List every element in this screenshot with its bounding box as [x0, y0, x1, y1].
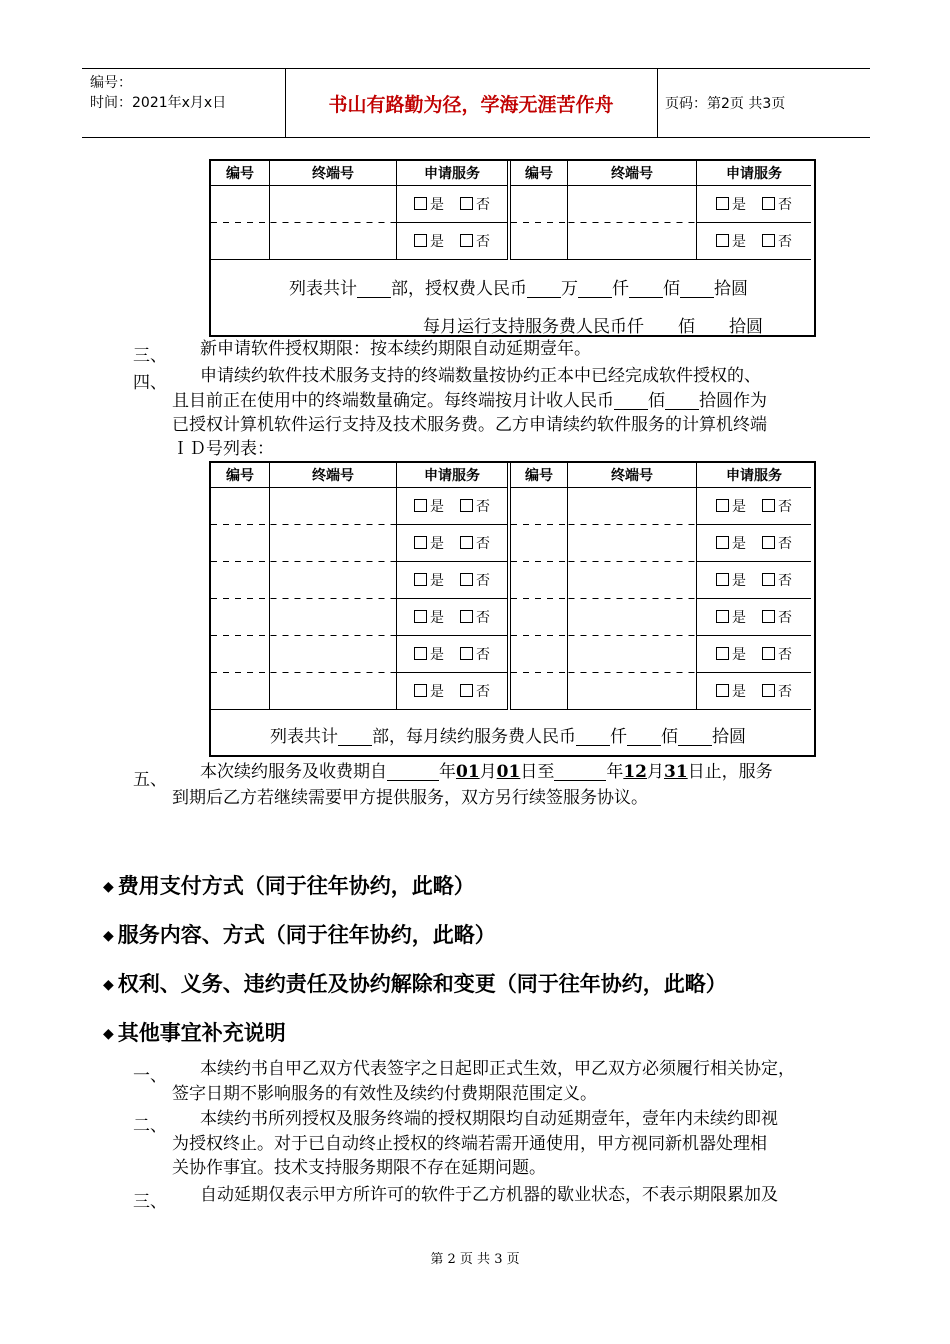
header-divider [657, 69, 658, 137]
blank-field[interactable] [627, 727, 661, 746]
col-header: 申请服务 [697, 161, 812, 186]
checkbox[interactable] [414, 197, 427, 210]
col-header: 编号 [211, 161, 270, 186]
terminal-no-cell[interactable] [270, 186, 397, 223]
checkbox[interactable] [460, 647, 473, 660]
terminal-id-cell[interactable] [509, 562, 568, 599]
service-choice [697, 562, 812, 599]
blank-field[interactable] [387, 762, 439, 781]
diamond-bullet-icon: ◆ [103, 1026, 114, 1042]
blank-field[interactable] [644, 317, 678, 336]
yes-option[interactable]: 是 [414, 234, 444, 250]
checkbox[interactable] [414, 499, 427, 512]
blank-field[interactable] [554, 762, 606, 781]
diamond-bullet-icon: ◆ [103, 928, 114, 944]
terminal-no-cell[interactable] [270, 223, 397, 260]
col-header: 申请服务 [397, 463, 510, 488]
no-option[interactable]: 否 [762, 234, 792, 250]
start-month[interactable]: 01 [456, 762, 480, 782]
no-option[interactable]: 否 [762, 536, 792, 552]
yes-option[interactable]: 是 [414, 684, 444, 700]
terminal-no-cell[interactable] [568, 562, 697, 599]
other-item2-line2: 为授权终止。对于已自动终止授权的终端若需开通使用，甲方视同新机器处理相 [172, 1134, 767, 1154]
table1-summary-line-1: 列表共计 部，授权费人民币 万 仟 佰 拾圆 [289, 279, 748, 299]
terminal-id-cell[interactable] [211, 488, 270, 525]
blank-field[interactable] [338, 727, 372, 746]
table2-summary-line: 列表共计 部，每月续约服务费人民币 仟 佰 拾圆 [270, 727, 746, 747]
yes-option[interactable]: 是 [716, 573, 746, 589]
table-row [211, 673, 811, 710]
service-choice [397, 562, 510, 599]
heading-other: ◆ 其他事宜补充说明 [103, 1021, 286, 1045]
blank-field[interactable] [680, 279, 714, 298]
terminal-id-cell[interactable] [211, 636, 270, 673]
checkbox[interactable] [716, 647, 729, 660]
col-header: 终端号 [270, 463, 397, 488]
checkbox[interactable] [460, 197, 473, 210]
table-row [211, 488, 811, 525]
checkbox[interactable] [414, 573, 427, 586]
checkbox[interactable] [762, 499, 775, 512]
yes-option[interactable]: 是 [414, 647, 444, 663]
page-footer: 第 2 页 共 3 页 [430, 1252, 520, 1267]
header-meta [90, 73, 226, 113]
other-item3-line1: 自动延期仅表示甲方所许可的软件于乙方机器的歇业状态，不表示期限累加及 [200, 1185, 778, 1205]
checkbox[interactable] [762, 536, 775, 549]
section4-line2: 且目前正在使用中的终端数量确定。每终端按月计收人民币 佰 拾圆作为 [172, 391, 767, 411]
no-option[interactable]: 否 [762, 610, 792, 626]
terminal-table-2 [211, 463, 811, 710]
heading-payment: ◆ 费用支付方式（同于往年协约，此略） [103, 874, 475, 898]
col-header: 终端号 [568, 463, 697, 488]
service-choice [697, 636, 812, 673]
checkbox[interactable] [460, 499, 473, 512]
diamond-bullet-icon: ◆ [103, 879, 114, 895]
col-header: 编号 [509, 161, 568, 186]
terminal-id-cell[interactable] [509, 673, 568, 710]
terminal-id-cell[interactable] [509, 599, 568, 636]
checkbox[interactable] [716, 573, 729, 586]
yes-option[interactable]: 是 [716, 610, 746, 626]
service-choice [397, 525, 510, 562]
checkbox[interactable] [414, 647, 427, 660]
other-item2-line1: 本续约书所列授权及服务终端的授权期限均自动延期壹年，壹年内未续约即视 [200, 1109, 778, 1129]
no-option[interactable]: 否 [460, 197, 490, 213]
terminal-id-cell[interactable] [509, 223, 568, 260]
doc-number-label: 编号： [90, 75, 132, 91]
checkbox[interactable] [716, 499, 729, 512]
terminal-table-1 [211, 161, 811, 260]
other-item1-line1: 本续约书自甲乙双方代表签字之日起即正式生效，甲乙双方必须履行相关协定， [200, 1059, 795, 1079]
service-choice [397, 186, 510, 223]
col-header: 申请服务 [697, 463, 812, 488]
table1-summary-line-2: 每月运行支持服务费人民币仟 佰 拾圆 [423, 317, 763, 337]
terminal-no-cell[interactable] [270, 562, 397, 599]
checkbox[interactable] [762, 647, 775, 660]
checkbox[interactable] [762, 234, 775, 247]
item-number: 二、 [133, 1116, 167, 1136]
yes-option[interactable]: 是 [716, 499, 746, 515]
blank-field[interactable] [614, 391, 648, 410]
terminal-no-cell[interactable] [270, 673, 397, 710]
col-header: 编号 [211, 463, 270, 488]
yes-option[interactable]: 是 [414, 536, 444, 552]
yes-option[interactable]: 是 [716, 234, 746, 250]
checkbox[interactable] [460, 573, 473, 586]
terminal-id-cell[interactable] [211, 223, 270, 260]
terminal-id-cell[interactable] [211, 186, 270, 223]
no-option[interactable]: 否 [460, 684, 490, 700]
other-item1-line2: 签字日期不影响服务的有效性及续约付费期限范围定义。 [172, 1084, 597, 1104]
no-option[interactable]: 否 [460, 499, 490, 515]
table-row [211, 636, 811, 673]
checkbox[interactable] [460, 234, 473, 247]
section4-line3: 已授权计算机软件运行支持及技术服务费。乙方申请续约软件服务的计算机终端 [172, 415, 767, 435]
no-option[interactable]: 否 [460, 647, 490, 663]
section-number: 四、 [133, 373, 167, 393]
checkbox[interactable] [762, 610, 775, 623]
col-header: 终端号 [568, 161, 697, 186]
checkbox[interactable] [414, 536, 427, 549]
header-motto: 书山有路勤为径，学海无涯苦作舟 [328, 93, 614, 116]
terminal-id-cell[interactable] [509, 636, 568, 673]
page-header [82, 68, 870, 138]
service-choice [697, 525, 812, 562]
header-page-number: 页码：第2页 共3页 [665, 96, 786, 112]
heading-rights: ◆ 权利、义务、违约责任及协约解除和变更（同于往年协约，此略） [103, 972, 727, 996]
table-header-row [211, 463, 811, 488]
terminal-no-cell[interactable] [568, 599, 697, 636]
table-row [211, 186, 811, 223]
terminal-id-cell[interactable] [509, 186, 568, 223]
blank-field[interactable] [678, 727, 712, 746]
terminal-id-cell[interactable] [211, 562, 270, 599]
terminal-no-cell[interactable] [568, 636, 697, 673]
no-option[interactable]: 否 [762, 647, 792, 663]
no-option[interactable]: 否 [762, 499, 792, 515]
checkbox[interactable] [762, 684, 775, 697]
col-header: 编号 [509, 463, 568, 488]
yes-option[interactable]: 是 [414, 573, 444, 589]
service-choice [697, 488, 812, 525]
checkbox[interactable] [716, 197, 729, 210]
item-number: 一、 [133, 1066, 167, 1086]
start-day[interactable]: 01 [496, 762, 521, 782]
terminal-id-cell[interactable] [509, 488, 568, 525]
service-choice [697, 673, 812, 710]
service-choice [397, 673, 510, 710]
col-header: 终端号 [270, 161, 397, 186]
checkbox[interactable] [414, 684, 427, 697]
checkbox[interactable] [716, 234, 729, 247]
col-header: 申请服务 [397, 161, 510, 186]
yes-option[interactable]: 是 [414, 499, 444, 515]
other-item2-line3: 关协作事宜。技术支持服务期限不存在延期问题。 [172, 1158, 546, 1178]
blank-field[interactable] [629, 279, 663, 298]
checkbox[interactable] [716, 536, 729, 549]
section4-line1: 申请续约软件技术服务支持的终端数量按协约正本中已经完成软件授权的、 [200, 366, 761, 386]
terminal-no-cell[interactable] [270, 636, 397, 673]
no-option[interactable]: 否 [762, 573, 792, 589]
terminal-no-cell[interactable] [568, 186, 697, 223]
section5-line1: 本次续约服务及收费期自 年01月01日至 年12月31日止，服务 [200, 762, 773, 782]
service-choice [697, 186, 812, 223]
terminal-id-cell[interactable] [509, 525, 568, 562]
blank-field[interactable] [527, 279, 561, 298]
service-choice [397, 223, 510, 260]
section3-text: 新申请软件授权期限：按本续约期限自动延期壹年。 [200, 339, 591, 359]
table-row [211, 599, 811, 636]
blank-field[interactable] [576, 727, 610, 746]
end-day[interactable]: 31 [664, 762, 688, 782]
section-number: 五、 [133, 770, 167, 790]
yes-option[interactable]: 是 [414, 197, 444, 213]
blank-field[interactable] [357, 279, 391, 298]
end-month[interactable]: 12 [623, 762, 648, 782]
checkbox[interactable] [716, 684, 729, 697]
blank-field[interactable] [665, 391, 699, 410]
section4-line4: ＩＤ号列表： [172, 439, 274, 459]
table-row [211, 223, 811, 260]
service-choice [697, 223, 812, 260]
checkbox[interactable] [414, 234, 427, 247]
table-row [211, 562, 811, 599]
terminal-no-cell[interactable] [568, 525, 697, 562]
blank-field[interactable] [578, 279, 612, 298]
blank-field[interactable] [695, 317, 729, 336]
checkbox[interactable] [716, 610, 729, 623]
service-choice [697, 599, 812, 636]
terminal-no-cell[interactable] [270, 525, 397, 562]
checkbox[interactable] [414, 610, 427, 623]
checkbox[interactable] [460, 536, 473, 549]
no-option[interactable]: 否 [460, 573, 490, 589]
checkbox[interactable] [460, 684, 473, 697]
service-choice [397, 599, 510, 636]
no-option[interactable]: 否 [460, 610, 490, 626]
no-option[interactable]: 否 [460, 536, 490, 552]
item-number: 三、 [133, 1192, 167, 1212]
no-option[interactable]: 否 [460, 234, 490, 250]
yes-option[interactable]: 是 [716, 647, 746, 663]
yes-option[interactable]: 是 [716, 684, 746, 700]
table-row [211, 525, 811, 562]
terminal-no-cell[interactable] [270, 488, 397, 525]
yes-option[interactable]: 是 [716, 197, 746, 213]
section-number: 三、 [133, 346, 167, 366]
terminal-no-cell[interactable] [270, 599, 397, 636]
yes-option[interactable]: 是 [716, 536, 746, 552]
diamond-bullet-icon: ◆ [103, 977, 114, 993]
service-choice [397, 488, 510, 525]
terminal-id-cell[interactable] [211, 599, 270, 636]
checkbox[interactable] [460, 610, 473, 623]
checkbox[interactable] [762, 573, 775, 586]
checkbox[interactable] [762, 197, 775, 210]
section5-line2: 到期后乙方若继续需要甲方提供服务，双方另行续签服务协议。 [172, 788, 648, 808]
terminal-no-cell[interactable] [568, 673, 697, 710]
terminal-no-cell[interactable] [568, 488, 697, 525]
terminal-id-cell[interactable] [211, 673, 270, 710]
yes-option[interactable]: 是 [414, 610, 444, 626]
service-choice [397, 636, 510, 673]
doc-time-label: 时间：2021年x月x日 [90, 95, 227, 111]
table-header-row [211, 161, 811, 186]
no-option[interactable]: 否 [762, 197, 792, 213]
terminal-id-cell[interactable] [211, 525, 270, 562]
heading-service-content: ◆ 服务内容、方式（同于往年协约，此略） [103, 923, 496, 947]
terminal-no-cell[interactable] [568, 223, 697, 260]
no-option[interactable]: 否 [762, 684, 792, 700]
